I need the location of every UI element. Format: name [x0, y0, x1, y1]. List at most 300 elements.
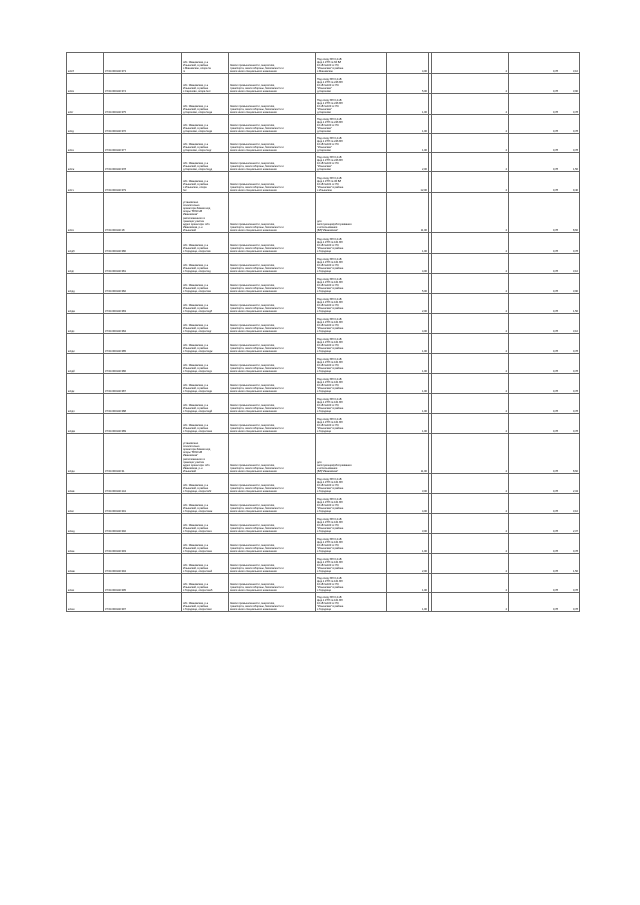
land-category-cell	[229, 394, 316, 414]
address-cell-line: Ильинский	[183, 469, 196, 473]
table-row	[67, 274, 580, 294]
table-row	[67, 334, 580, 354]
permitted-use-cell-line: "Ильинская" в районе	[317, 486, 344, 490]
total-value: 3,10	[572, 329, 578, 333]
permitted-use-cell	[316, 514, 387, 534]
permitted-use-cell-line: 10 кВ №103 от ПС	[317, 523, 340, 527]
rate-value: 0,78	[552, 569, 558, 573]
land-category-cell-line: Земли промышленности, энергетики,	[230, 283, 275, 287]
land-category-cell-line: Земли промышленности, энергетики,	[230, 222, 275, 226]
permitted-use-cell-line: 10 кВ №103 от ПС	[317, 104, 340, 108]
land-category-cell-line: земли иного специального назначения	[230, 148, 277, 152]
table-row	[67, 233, 580, 254]
row-number: жСдг	[67, 254, 104, 274]
land-category-cell-line: транспорта, земли обороны, безопасности и	[230, 466, 284, 470]
row-number: жСди	[67, 334, 104, 354]
rate-and-value-cell	[509, 394, 580, 414]
table-row	[67, 534, 580, 554]
rate-value: 0,78	[552, 228, 558, 232]
land-category-cell-line: транспорта, земли обороны, безопасности и	[230, 486, 284, 490]
coefficient-cell: 4	[432, 115, 509, 134]
permitted-use-cell-line: с.Машевское	[317, 69, 333, 73]
rate-value: 0,78	[552, 529, 558, 533]
address-cell	[182, 494, 229, 514]
permitted-use-cell-line: фид.1 КТП № 161 ВЛ	[317, 240, 343, 244]
coefficient-cell: 4	[432, 514, 509, 534]
area-cell: 1,00	[387, 534, 429, 554]
permitted-use-cell	[316, 53, 387, 74]
area-cell: 1,00	[387, 233, 429, 254]
row-number: жСге	[67, 134, 104, 153]
permitted-use-cell	[316, 434, 387, 474]
rate-value: 0,78	[552, 329, 558, 333]
address-cell	[182, 554, 229, 574]
table-row	[67, 494, 580, 514]
land-category-cell-line: земли иного специального назначения	[230, 329, 277, 333]
address-cell-line: Ильинский, в районе	[183, 63, 209, 67]
address-cell-line: Ильинский, в районе	[183, 566, 209, 570]
address-cell-line: гз	[183, 69, 186, 73]
permitted-use-cell-line: фид.1 КТП № 161 ВЛ	[317, 360, 343, 364]
address-cell	[182, 172, 229, 193]
permitted-use-cell	[316, 414, 387, 434]
table-row	[67, 394, 580, 414]
row-number: жСее	[67, 534, 104, 554]
address-cell-line: обл. Ивановская, р-н	[183, 563, 209, 567]
permitted-use-cell-line: "Ильинская"	[317, 126, 332, 130]
row-number: жСеи	[67, 593, 104, 612]
address-cell-line: Ивановская"	[183, 213, 199, 217]
cadastral-number: 37:04:000140:383	[104, 294, 182, 314]
permitted-use-cell-line: 10 кВ №103 от ПС	[317, 263, 340, 267]
area-cell: 11,00	[387, 193, 429, 233]
land-category-cell-line: Земли промышленности, энергетики,	[230, 383, 275, 387]
rate-and-value-cell	[509, 414, 580, 434]
address-cell-line: Ильинский, в районе	[183, 386, 209, 390]
row-number: жСдк	[67, 374, 104, 394]
coefficient-cell: 4	[432, 314, 509, 334]
permitted-use-cell	[316, 494, 387, 514]
address-cell-line: с.Сарохово, опора №гг	[183, 89, 211, 93]
address-cell-line: Ильинский, в районе	[183, 426, 209, 430]
permitted-use-cell	[316, 233, 387, 254]
rate-and-value-cell	[509, 193, 580, 233]
permitted-use-cell-line: с.Городище	[317, 509, 332, 513]
address-cell-line: с.Городище, опора №дз	[183, 369, 212, 373]
coefficient-cell: 4	[432, 53, 509, 74]
area-cell: 1,00	[387, 414, 429, 434]
permitted-use-cell-line: 10 кВ №103 от ПС	[317, 483, 340, 487]
permitted-use-cell-line: "Ильинская" в районе	[317, 426, 344, 430]
land-category-cell-line: Земли промышленности, энергетики,	[230, 182, 275, 186]
rate-and-value-cell	[509, 172, 580, 193]
permitted-use-cell-line: фид.1 КТП № 246 ВЛ	[317, 101, 343, 105]
rate-value: 0,78	[552, 549, 558, 553]
rate-value: 0,78	[552, 469, 558, 473]
address-cell-line: Ильинский	[183, 228, 196, 232]
permitted-use-cell-line: "Ильинская" в районе	[317, 526, 344, 530]
permitted-use-cell-line: с.Городище	[317, 607, 332, 611]
permitted-use-cell-line: "Ильинская"	[317, 86, 332, 90]
permitted-use-cell-line: 10 кВ №103 от ПС	[317, 123, 340, 127]
address-cell-line: обл. Ивановская, р-н	[183, 179, 209, 183]
rate-value: 0,78	[552, 110, 558, 114]
address-cell	[182, 574, 229, 593]
permitted-use-cell-line: фид.1 КТП № 161 ВЛ	[317, 480, 343, 484]
total-value: 3,90	[572, 89, 578, 93]
land-category-cell-line: Земли промышленности, энергетики,	[230, 543, 275, 547]
address-cell-line: обл. Ивановская, р-н	[183, 323, 209, 327]
permitted-use-cell	[316, 193, 387, 233]
rate-and-value-cell	[509, 374, 580, 394]
address-cell-line: д.Сарохово, опора №дв	[183, 129, 212, 133]
rate-value: 0,78	[552, 269, 558, 273]
permitted-use-cell-line: Под опору ВЛ 0,4 кВ	[317, 517, 342, 521]
address-cell-line: установлено	[183, 201, 199, 205]
row-number: жСгв	[67, 74, 104, 94]
land-category-cell	[229, 314, 316, 334]
permitted-use-cell	[316, 134, 387, 153]
permitted-use-cell	[316, 354, 387, 374]
address-cell-line: обл. Ивановская, р-н	[183, 601, 209, 605]
address-cell-line: установлено	[183, 442, 199, 446]
coefficient-cell: 4	[432, 153, 509, 172]
row-number: жСдл	[67, 394, 104, 414]
address-cell	[182, 394, 229, 414]
table-row	[67, 354, 580, 374]
address-cell	[182, 354, 229, 374]
address-cell	[182, 314, 229, 334]
permitted-use-cell	[316, 74, 387, 94]
land-category-cell-line: транспорта, земли обороны, безопасности и	[230, 66, 284, 70]
cadastral-number: 37:04:000140:382	[104, 274, 182, 294]
permitted-use-cell-line: с.Городище	[317, 429, 332, 433]
permitted-use-cell-line: 10 кВ №103 от ПС	[317, 63, 340, 67]
permitted-use-cell	[316, 274, 387, 294]
address-cell-line: обл. Ивановская, р-н	[183, 423, 209, 427]
land-category-cell-line: транспорта, земли обороны, безопасности и	[230, 406, 284, 410]
permitted-use-cell	[316, 115, 387, 134]
land-category-cell-line: Земли промышленности, энергетики,	[230, 123, 275, 127]
land-category-cell-line: Земли промышленности, энергетики,	[230, 523, 275, 527]
address-cell	[182, 53, 229, 74]
address-cell	[182, 74, 229, 94]
permitted-use-cell-line: Под опору ВЛ 0,4 кВ	[317, 595, 342, 599]
land-category-cell-line: земли иного специального назначения	[230, 409, 277, 413]
land-category-cell-line: земли иного специального назначения	[230, 249, 277, 253]
permitted-use-cell-line: "Ильинская" в районе	[317, 406, 344, 410]
area-cell: 1,00	[387, 134, 429, 153]
address-cell-line: расположенного в	[183, 216, 205, 220]
permitted-use-cell-line: д.Сарохово	[317, 89, 331, 93]
address-cell-line: обл. Ивановская, р-н	[183, 123, 209, 127]
permitted-use-cell-line: фид.1 КТП № 246 ВЛ	[317, 139, 343, 143]
address-cell-line: обл. Ивановская, р-н	[183, 403, 209, 407]
land-category-cell-line: Земли промышленности, энергетики,	[230, 263, 275, 267]
address-cell-line: Ильинский, в районе	[183, 506, 209, 510]
table-row	[67, 374, 580, 394]
address-cell-line: д.Сарохово, опора №дг	[183, 148, 212, 152]
address-cell-line: Ивановская, р-н	[183, 466, 203, 470]
land-category-cell-line: земли иного специального назначения	[230, 269, 277, 273]
land-category-cell-line: земли иного специального назначения	[230, 389, 277, 393]
permitted-use-cell-line: Под опору ВЛ 0,4 кВ	[317, 98, 342, 102]
address-cell	[182, 474, 229, 494]
rate-and-value-cell	[509, 74, 580, 94]
row-number: жСдб	[67, 233, 104, 254]
address-cell-line: расположенного в	[183, 457, 205, 461]
land-category-cell-line: земли иного специального назначения	[230, 349, 277, 353]
row-number: жСгж	[67, 153, 104, 172]
cadastral-number: 37:04:000140:381	[104, 254, 182, 274]
land-category-cell-line: Земли промышленности, энергетики,	[230, 563, 275, 567]
address-cell-line: Ильинский, в районе	[183, 286, 209, 290]
permitted-use-cell-line: фид.1 КТП № 161 ВЛ	[317, 420, 343, 424]
address-cell-line: обл. Ивановская, р-н	[183, 60, 209, 64]
coefficient-cell: 4	[432, 474, 509, 494]
permitted-use-cell-line: Под опору ВЛ 0,4 кВ	[317, 136, 342, 140]
land-category-cell-line: транспорта, земли обороны, безопасности и	[230, 566, 284, 570]
cadastral-number: 37:04:000140:378	[104, 153, 182, 172]
table-row	[67, 74, 580, 94]
total-value: 0,78	[572, 369, 578, 373]
rate-value: 0,78	[552, 148, 558, 152]
total-value: 0,78	[572, 607, 578, 611]
cadastral-number: 37:04:000140:31	[104, 434, 182, 474]
table-row	[67, 593, 580, 612]
address-cell-line: д.Сарохово, опора №да	[183, 110, 213, 114]
land-category-cell-line: транспорта, земли обороны, безопасности и	[230, 546, 284, 550]
area-cell: 3,00	[387, 474, 429, 494]
area-cell: 1,00	[387, 394, 429, 414]
rate-and-value-cell	[509, 134, 580, 153]
area-cell: 12,00	[387, 172, 429, 193]
land-category-cell	[229, 254, 316, 274]
permitted-use-cell-line: для	[317, 219, 322, 223]
permitted-use-cell	[316, 374, 387, 394]
table-body	[67, 53, 580, 612]
land-category-cell-line: транспорта, земли обороны, безопасности и	[230, 286, 284, 290]
permitted-use-cell-line: д.Сарохово	[317, 148, 331, 152]
cadastral-number: 37:04:000140:374	[104, 74, 182, 94]
permitted-use-cell-line: фид.1 КТП № 246 ВЛ	[317, 158, 343, 162]
register-sheet	[66, 52, 579, 612]
land-category-cell-line: Земли промышленности, энергетики,	[230, 83, 275, 87]
land-category-cell-line: Земли промышленности, энергетики,	[230, 243, 275, 247]
land-category-cell-line: земли иного специального назначения	[230, 489, 277, 493]
table-row	[67, 153, 580, 172]
permitted-use-cell-line: 10 кВ №103 от ПС	[317, 383, 340, 387]
land-category-cell	[229, 294, 316, 314]
land-category-cell	[229, 514, 316, 534]
permitted-use-cell	[316, 153, 387, 172]
area-cell: 2,00	[387, 153, 429, 172]
coefficient-cell: 4	[432, 334, 509, 354]
total-value: 0,78	[572, 549, 578, 553]
permitted-use-cell-line: "Ильинская" в районе	[317, 585, 344, 589]
permitted-use-cell-line: фид.1 КТП № 161 ВЛ	[317, 380, 343, 384]
address-cell-line: обл. Ивановская, р-н	[183, 543, 209, 547]
rate-and-value-cell	[509, 153, 580, 172]
address-cell-line: с.Городище, опора №ей	[183, 569, 213, 573]
table-row	[67, 434, 580, 474]
rate-value: 0,78	[552, 129, 558, 133]
cadastral-number: 37:04:000140:386	[104, 354, 182, 374]
rate-value: 0,78	[552, 369, 558, 373]
row-number: жСги	[67, 193, 104, 233]
row-number: жСег	[67, 494, 104, 514]
land-category-cell-line: Земли промышленности, энергетики,	[230, 503, 275, 507]
permitted-use-cell	[316, 593, 387, 612]
permitted-use-cell-line: с.Ильинское	[317, 188, 332, 192]
coefficient-cell: 4	[432, 172, 509, 193]
land-category-cell	[229, 494, 316, 514]
cadastral-number: 37:04:000140:144	[104, 474, 182, 494]
permitted-use-cell-line: Под опору ВЛ 0,4 кВ	[317, 557, 342, 561]
table-row	[67, 554, 580, 574]
land-category-cell-line: транспорта, земли обороны, безопасности и	[230, 225, 284, 229]
rate-and-value-cell	[509, 354, 580, 374]
area-cell: 1,00	[387, 574, 429, 593]
land-category-cell	[229, 193, 316, 233]
cadastral-number: 37:04:000140:395	[104, 574, 182, 593]
permitted-use-cell-line: "Ильинская" в районе	[317, 604, 344, 608]
permitted-use-cell-line: Под опору ВЛ 0,4 кВ	[317, 257, 342, 261]
land-category-cell	[229, 274, 316, 294]
permitted-use-cell	[316, 94, 387, 115]
total-value: 1,56	[572, 167, 578, 171]
land-category-cell-line: Земли промышленности, энергетики,	[230, 161, 275, 165]
address-cell	[182, 153, 229, 172]
permitted-use-cell-line: фид.1 КТП № 161 ВЛ	[317, 598, 343, 602]
permitted-use-cell-line: фид.1 КТП № 161 ВЛ	[317, 579, 343, 583]
land-category-cell	[229, 354, 316, 374]
rate-value: 0,78	[552, 309, 558, 313]
permitted-use-cell-line: Под опору ВЛ 0,4 кВ	[317, 277, 342, 281]
address-cell-line: Ильинский, в районе	[183, 145, 209, 149]
rate-and-value-cell	[509, 115, 580, 134]
permitted-use-cell-line: с.Городище	[317, 389, 332, 393]
land-category-cell-line: транспорта, земли обороны, безопасности и	[230, 126, 284, 130]
permitted-use-cell-line: "Ильинская" в районе	[317, 266, 344, 270]
total-value: 1,56	[572, 569, 578, 573]
row-number: жСдн	[67, 434, 104, 474]
rate-and-value-cell	[509, 434, 580, 474]
row-number: жСгз	[67, 172, 104, 193]
cadastral-number: 37:04:000140:380	[104, 233, 182, 254]
coefficient-cell: 4	[432, 494, 509, 514]
coefficient-cell: 4	[432, 254, 509, 274]
land-category-cell-line: транспорта, земли обороны, безопасности и	[230, 145, 284, 149]
land-category-cell	[229, 94, 316, 115]
area-cell: 1,00	[387, 374, 429, 394]
permitted-use-cell-line: фид.1 КТП № 246 ВЛ	[317, 120, 343, 124]
address-cell-line: Ильинский, в районе	[183, 406, 209, 410]
permitted-use-cell-line: Под опору ВЛ 0,4 кВ	[317, 155, 342, 159]
land-category-cell-line: земли иного специального назначения	[230, 607, 277, 611]
permitted-use-cell-line: 10 кВ №103 от ПС	[317, 83, 340, 87]
cadastral-number: 37:04:000140:376	[104, 115, 182, 134]
permitted-use-cell	[316, 314, 387, 334]
address-cell	[182, 434, 229, 474]
table-row	[67, 514, 580, 534]
address-cell	[182, 374, 229, 394]
address-cell-line: с.Городище, опора №в	[183, 249, 211, 253]
address-cell-line: относительно	[183, 445, 200, 449]
land-category-cell-line: транспорта, земли обороны, безопасности и	[230, 306, 284, 310]
coefficient-cell: 4	[432, 414, 509, 434]
permitted-use-cell-line: 10 кВ №103 от ПС	[317, 403, 340, 407]
address-cell-line: с.Городище, опора №ез	[183, 529, 212, 533]
cadastral-number: 37:04:000140:18	[104, 193, 182, 233]
table-row	[67, 193, 580, 233]
total-value: 0,78	[572, 588, 578, 592]
rate-value: 0,78	[552, 249, 558, 253]
land-category-cell-line: земли иного специального назначения	[230, 549, 277, 553]
land-category-cell-line: земли иного специального назначения	[230, 429, 277, 433]
permitted-use-cell-line: (ВЛ)"Ивановская"	[317, 228, 339, 232]
permitted-use-cell-line: фид.1 КТП № 161 ВЛ	[317, 320, 343, 324]
permitted-use-cell-line: фид.1 КТП № 161 ВЛ	[317, 500, 343, 504]
rate-value: 0,78	[552, 89, 558, 93]
address-cell-line: опоры "ВЛ10 кВ	[183, 451, 203, 455]
land-category-cell	[229, 534, 316, 554]
permitted-use-cell-line: с.Городище	[317, 369, 332, 373]
row-number: жСдж	[67, 294, 104, 314]
land-category-cell-line: транспорта, земли обороны, безопасности и	[230, 346, 284, 350]
total-value: 9,40	[572, 188, 578, 192]
permitted-use-cell-line: 10 кВ №103 от ПС	[317, 363, 340, 367]
permitted-use-cell-line: Под опору ВЛ 0,4 кВ	[317, 57, 342, 61]
row-number: жСгд	[67, 115, 104, 134]
address-cell-line: обл. Ивановская, р-н	[183, 161, 209, 165]
address-cell-line: Ильинский, в районе	[183, 546, 209, 550]
land-category-cell	[229, 574, 316, 593]
rate-and-value-cell	[509, 554, 580, 574]
land-category-cell-line: Земли промышленности, энергетики,	[230, 363, 275, 367]
permitted-use-cell-line: Под опору ВЛ 0,4 кВ	[317, 537, 342, 541]
coefficient-cell: 4	[432, 354, 509, 374]
coefficient-cell: 4	[432, 94, 509, 115]
permitted-use-cell-line: Под опору ВЛ 0,4 кВ	[317, 377, 342, 381]
area-cell: 4,00	[387, 494, 429, 514]
land-category-cell-line: земли иного специального назначения	[230, 369, 277, 373]
coefficient-cell: 4	[432, 233, 509, 254]
permitted-use-cell-line: "Ильинская"	[317, 145, 332, 149]
permitted-use-cell-line: 10 кВ №103 от ПС	[317, 423, 340, 427]
land-category-cell-line: транспорта, земли обороны, безопасности и	[230, 86, 284, 90]
permitted-use-cell-line: 10 кВ №103 от ПС	[317, 161, 340, 165]
row-number: жСев	[67, 474, 104, 494]
permitted-use-cell-line: "Ильинская" в районе	[317, 366, 344, 370]
rate-value: 0,78	[552, 429, 558, 433]
address-cell	[182, 115, 229, 134]
land-category-cell-line: Земли промышленности, энергетики,	[230, 142, 275, 146]
permitted-use-cell-line: Под опору ВЛ 0,4 кВ	[317, 477, 342, 481]
address-cell-line: ориентира Зимняя код	[183, 448, 211, 452]
cadastral-number: 37:04:000140:373	[104, 53, 182, 74]
rate-value: 0,78	[552, 167, 558, 171]
area-cell: 4,00	[387, 314, 429, 334]
permitted-use-cell-line: фид.1 КТП № 246 ВЛ	[317, 80, 343, 84]
address-cell-line: Ильинский, в районе	[183, 246, 209, 250]
rate-value: 0,78	[552, 489, 558, 493]
permitted-use-cell-line: Под опору ВЛ 0,4 кВ	[317, 77, 342, 81]
address-cell-line: Ильинский, в районе	[183, 486, 209, 490]
address-cell-line: с.Городище, опора №жб	[183, 588, 213, 592]
table-row	[67, 134, 580, 153]
rate-and-value-cell	[509, 514, 580, 534]
